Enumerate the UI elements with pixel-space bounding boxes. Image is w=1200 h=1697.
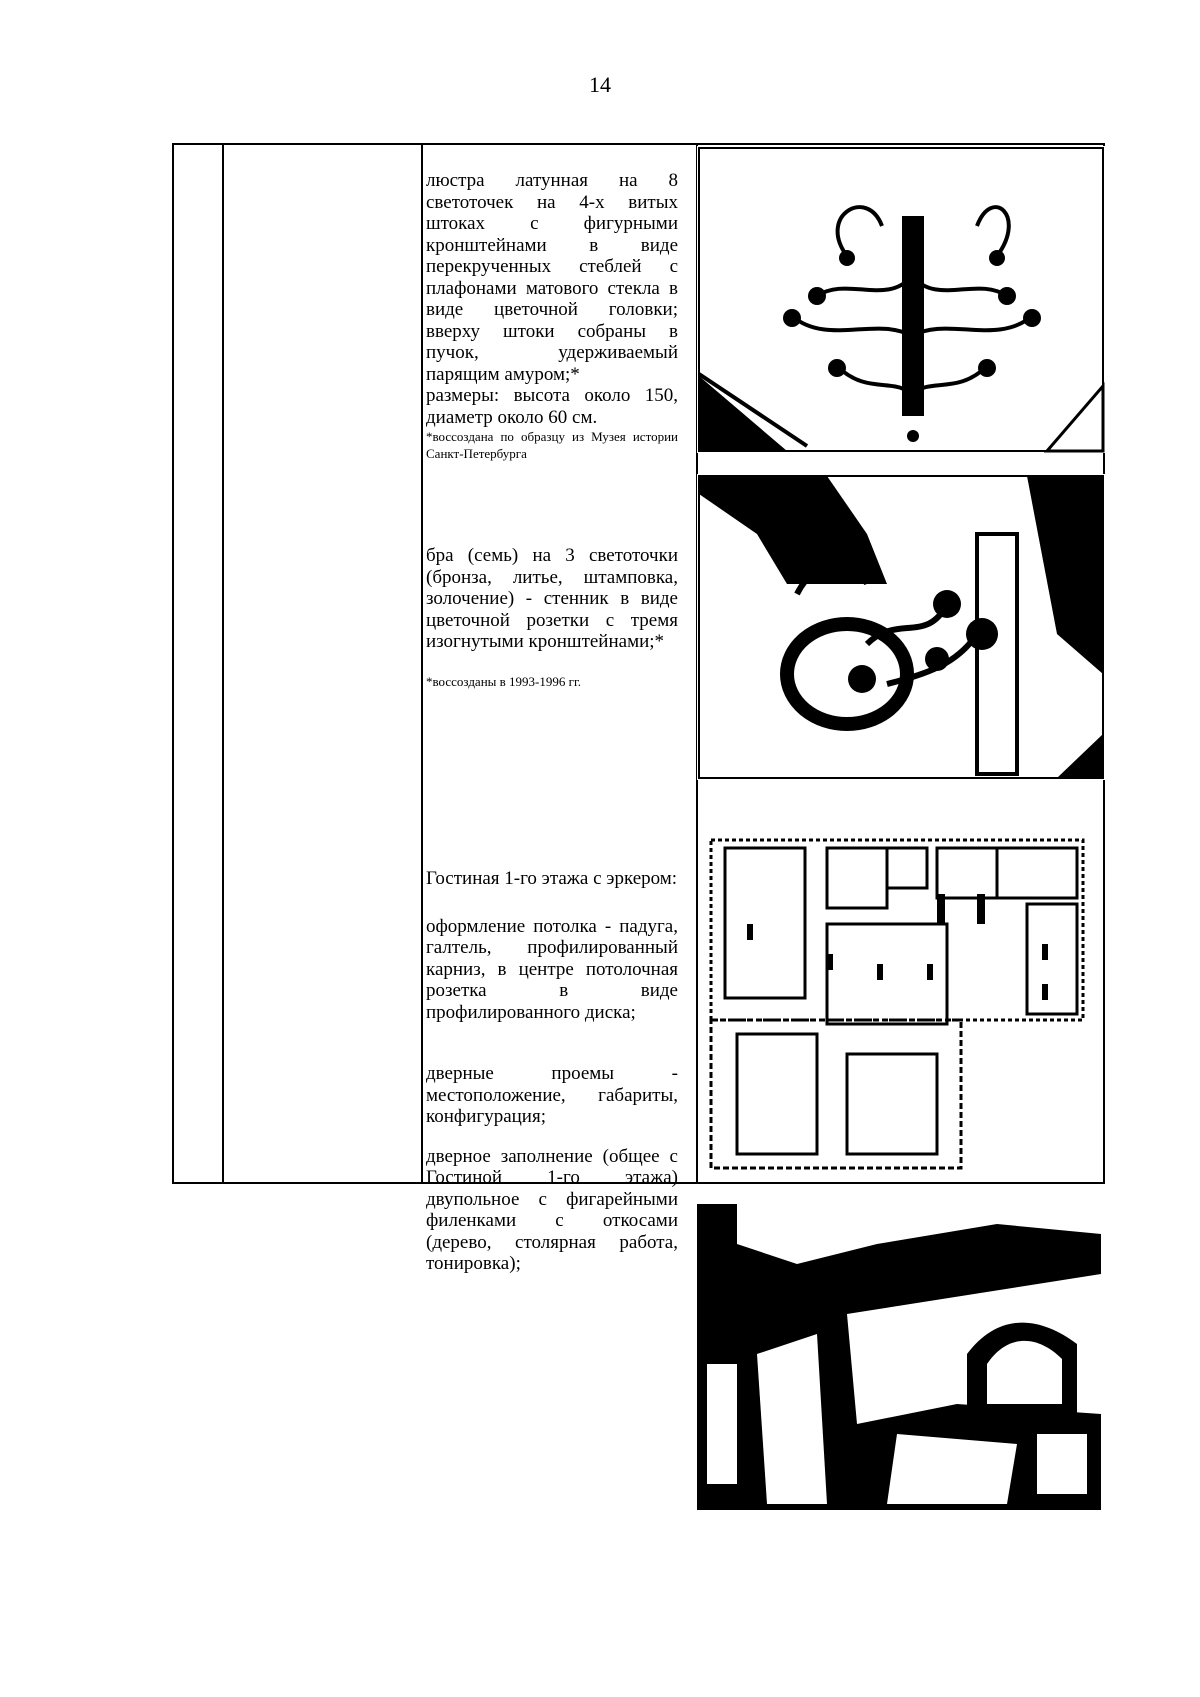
- chandelier-size: размеры: высота около 150, диаметр около 60 см.: [426, 385, 678, 428]
- chandelier-note: *воссоздана по образцу из Музея истории Санкт-Петербурга: [426, 429, 678, 461]
- floor-plan: [707, 834, 1087, 1172]
- chandelier-description: [426, 170, 678, 462]
- sconce-note: *воссозданы в 1993-1996 гг.: [426, 673, 582, 689]
- living-room-title: Гостиная 1-го этажа с эркером:: [426, 868, 678, 889]
- table-column-divider: [421, 145, 423, 1182]
- ceiling-description: оформление потолка - падуга, галтель, профилированный карниз, в центре потолочная розетка в виде профилированного диска;: [426, 915, 678, 1023]
- table-column-divider: [222, 145, 224, 1182]
- door-filling-description: дверное заполнение (общее с Гостиной 1-го этажа) двупольное с фигарейными филенками с откосами (дерево, столярная работа, тонировка);: [426, 1145, 678, 1274]
- room-doors-photo: [697, 1204, 1101, 1510]
- page-number: 14: [589, 72, 611, 97]
- chandelier-text: люстра латунная на 8 светоточек на 4-х витых штоках с фигурными кронштейнами в виде перекрученных стеблей с плафонами матового стекла в виде цветочной головки; вверху штоки собраны в пучок, удерживаемый парящим амуром;*: [426, 170, 678, 385]
- living-room-description: [426, 868, 678, 1275]
- doorways-description: дверные проемы - местоположение, габариты, конфигурация;: [426, 1063, 678, 1127]
- sconce-text: бра (семь) на 3 светоточки (бронза, литье, штамповка, золочение) - стенник в виде цветочной розетки с тремя изогнутыми кронштейнами;*: [426, 545, 678, 652]
- chandelier-photo: [697, 146, 1105, 453]
- sconce-description: [426, 545, 678, 690]
- sconce-photo: [697, 474, 1105, 780]
